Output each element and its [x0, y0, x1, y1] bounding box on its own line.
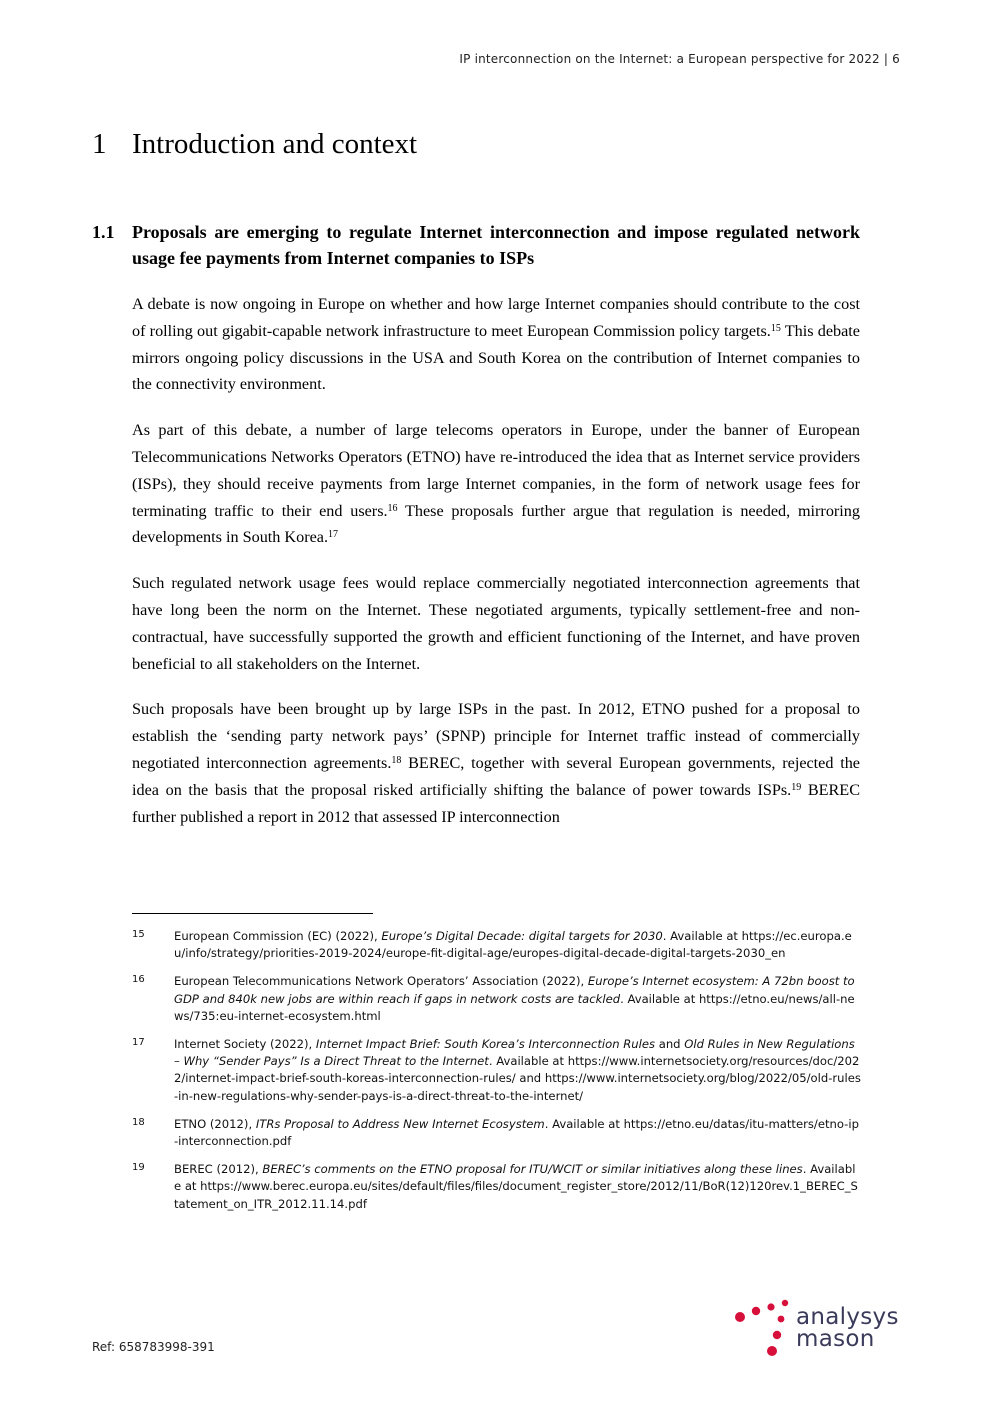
- body-text: [132, 291, 860, 849]
- running-header: IP interconnection on the Internet: a European perspective for 2022 | 6: [459, 52, 900, 66]
- footnote-15: [132, 928, 862, 962]
- footnote-ref-15[interactable]: 15: [770, 322, 781, 334]
- footnote-17: [132, 1036, 862, 1105]
- footnote-text: ETNO (2012), ITRs Proposal to Address New Internet Ecosystem. Available at https://etno.eu/datas/itu-matters/etno-ip-interconnection.pdf: [174, 1116, 859, 1149]
- document-reference: Ref: 658783998-391: [92, 1340, 215, 1354]
- section-heading: [92, 128, 417, 161]
- footnote-19: [132, 1161, 862, 1213]
- footnote-number: 19: [132, 1162, 145, 1174]
- footnote-number: 16: [132, 974, 145, 986]
- paragraph-1: A debate is now ongoing in Europe on whether and how large Internet companies should contribute to the cost of rolling out gigabit-capable network infrastructure to meet European Commission policy targets.$^{15}$ This debate mirrors ongoing policy discussions in the USA and South Korea on the contribution of Internet companies to the connectivity environment.: [132, 295, 860, 394]
- footnote-text: European Commission (EC) (2022), Europe’s Digital Decade: digital targets for 2030. Available at https://ec.europa.eu/info/strategy/priorities-2019-2024/europe-fit-digital-age/europes-digital-decade-digital-targets-2030_en: [174, 929, 852, 961]
- section-number: 1: [92, 128, 107, 160]
- footnote-ref-17[interactable]: 17: [328, 529, 339, 541]
- footnote-number: 17: [132, 1037, 145, 1049]
- logo-dots-icon: [732, 1296, 796, 1360]
- footnote-18: [132, 1116, 862, 1150]
- subsection-heading: [92, 219, 860, 271]
- subsection-number: 1.1: [92, 222, 115, 242]
- paragraph-3: Such regulated network usage fees would replace commercially negotiated interconnection agreements that have long been the norm on the Internet. These negotiated arguments, typically settlement-free and non-contractual, have successfully supported the growth and efficient functioning of the Internet, and have proven beneficial to all stakeholders on the Internet.: [132, 574, 860, 673]
- paragraph-4: Such proposals have been brought up by large ISPs in the past. In 2012, ETNO pushed for a proposal to establish the ‘sending party network pays’ (SPNP) principle for Internet traffic instead of commercially negotiated interconnection agreements.$^{18}$ BEREC, together with several European governments, rejected the idea on the basis that the proposal risked artificially shifting the balance of power towards ISPs.$^{19}$ BEREC further published a report in 2012 that assessed IP interconnection: [132, 700, 860, 826]
- footnote-divider: [132, 913, 373, 914]
- footnote-ref-18[interactable]: 18: [391, 754, 402, 766]
- footnote-ref-16[interactable]: 16: [387, 502, 398, 514]
- footnote-number: 15: [132, 929, 145, 940]
- section-title: Introduction and context: [132, 128, 418, 160]
- footnote-16: [132, 973, 862, 1025]
- footnotes: [132, 928, 862, 1224]
- paragraph-2: As part of this debate, a number of large telecoms operators in Europe, under the banner of European Telecommunications Networks Operators (ETNO) have re-introduced the idea that as Internet service providers (ISPs), they should receive payments from large Internet companies, in the form of network usage fees for terminating traffic to their end users.$^{16}$ These proposals further argue that regulation is needed, mirroring developments in South Korea.$^{17}$: [132, 421, 860, 547]
- analysys-mason-logo: [732, 1296, 914, 1360]
- footnote-ref-19[interactable]: 19: [791, 781, 802, 793]
- subsection-title: Proposals are emerging to regulate Internet interconnection and impose regulated network usage fee payments from Internet companies to ISPs: [132, 222, 860, 268]
- footnote-text: Internet Society (2022), Internet Impact Brief: South Korea’s Interconnection Rules and Old Rules in New Regulations – Why “Sender Pays” Is a Direct Threat to the Internet. Available at https://www.internetsociety.org/resources/doc/2022/internet-impact-brief-south-koreas-interconnection-rules/ and https://www.internetsociety.org/blog/2022/05/old-rules-in-new-regulations-why-sender-pays-is-a-direct-threat-to-the-internet/: [174, 1037, 861, 1103]
- footnote-text: BEREC (2012), BEREC’s comments on the ETNO proposal for ITU/WCIT or similar initiatives along these lines. Available at https://www.berec.europa.eu/sites/default/files/files/document_register_store/2012/11/BoR(12)120rev.1_BEREC_Statement_on_ITR_2012.11.14.pdf: [174, 1162, 858, 1211]
- footnote-number: 18: [132, 1116, 145, 1128]
- logo-wordmark: analysys mason: [796, 1304, 899, 1352]
- footnote-text: European Telecommunications Network Operators’ Association (2022), Europe’s Internet ecosystem: A 72bn boost to GDP and 840k new jobs are within reach if gaps in network costs are tackled. Available at https://etno.eu/news/all-news/735:eu-internet-ecosystem.html: [174, 974, 855, 1023]
